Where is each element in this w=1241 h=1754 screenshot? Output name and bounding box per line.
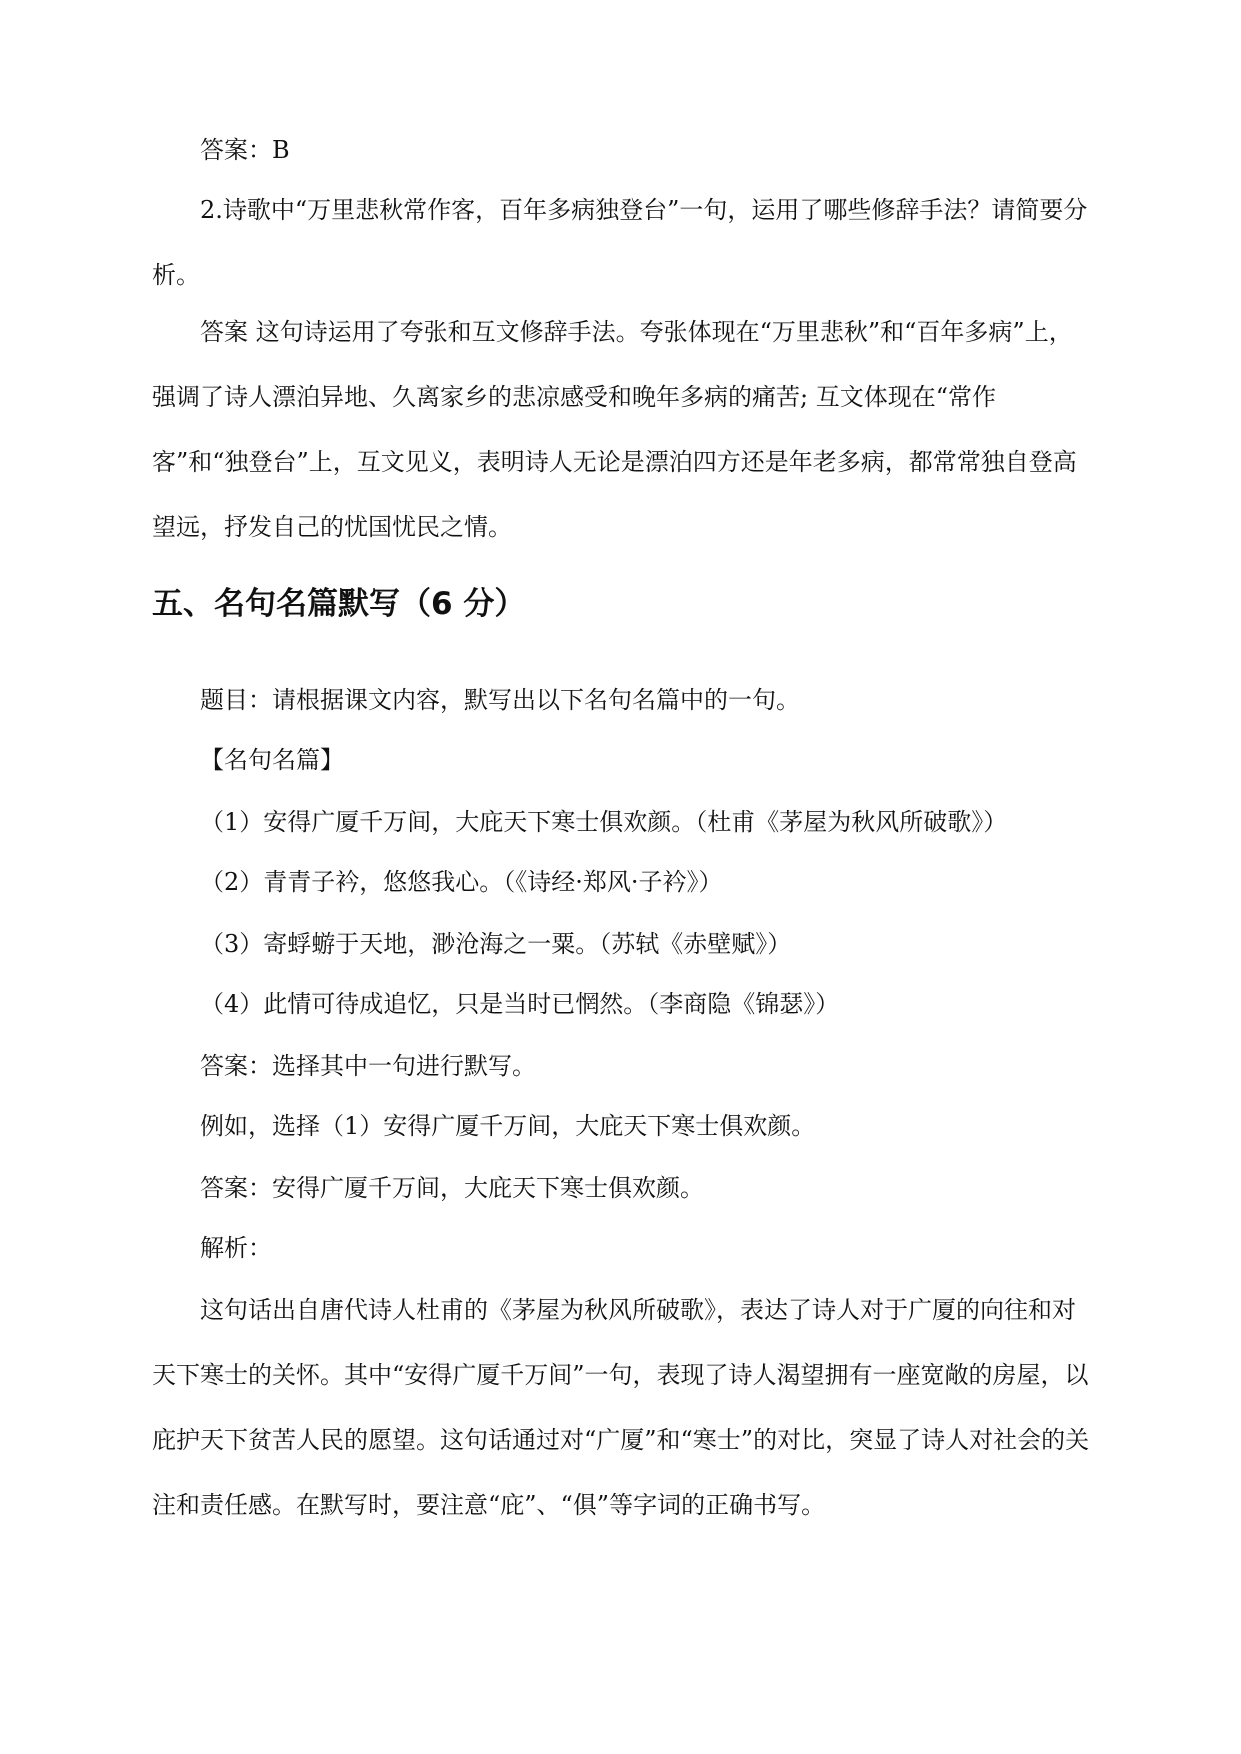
task-prompt: 题目：请根据课文内容，默写出以下名句名篇中的一句。 [200, 686, 800, 714]
analysis-label: 解析： [200, 1234, 272, 1262]
list-item-4: （4）此情可待成追忆，只是当时已惘然。（李商隐《锦瑟》） [200, 990, 840, 1018]
list-item-3: （3）寄蜉蝣于天地，渺沧海之一粟。（苏轼《赤壁赋》） [200, 930, 792, 958]
list-item-2: （2）青青子衿，悠悠我心。（《诗经·郑风·子衿》） [200, 868, 723, 896]
answer-2: 答案 这句诗运用了夸张和互文修辞手法。夸张体现在“万里悲秋”和“百年多病”上，强调了诗人漂泊异地、久离家乡的悲凉感受和晚年多病的痛苦; 互文体现在“常作客”和“独登台”上，互文见义，表明诗人无论是漂泊四方还是年老多病，都常常独自登高望远，抒发自己的忧国忧民之情。 [152, 318, 1077, 541]
question-2: 2.诗歌中“万里悲秋常作客，百年多病独登台”一句，运用了哪些修辞手法？请简要分析。 [152, 196, 1088, 289]
list-item-1: （1）安得广厦千万间，大庇天下寒士俱欢颜。（杜甫《茅屋为秋风所破歌》） [200, 808, 1008, 836]
answer-3: 答案：选择其中一句进行默写。 [200, 1052, 536, 1080]
answer-4: 答案：安得广厦千万间，大庇天下寒士俱欢颜。 [200, 1174, 704, 1202]
section-5-heading: 五、名句名篇默写（6 分） [152, 586, 526, 622]
analysis-paragraph: 这句话出自唐代诗人杜甫的《茅屋为秋风所破歌》，表达了诗人对于广厦的向往和对天下寒士的关怀。其中“安得广厦千万间”一句，表现了诗人渴望拥有一座宽敞的房屋，以庇护天下贫苦人民的愿望。这句话通过对“广厦”和“寒士”的对比，突显了诗人对社会的关注和责任感。在默写时，要注意“庇”、“俱”等字词的正确书写。 [152, 1296, 1090, 1519]
answer-1: 答案：B [200, 136, 290, 164]
example-line: 例如，选择（1）安得广厦千万间，大庇天下寒士俱欢颜。 [200, 1112, 816, 1140]
famous-lines-title: 【名句名篇】 [200, 746, 344, 774]
